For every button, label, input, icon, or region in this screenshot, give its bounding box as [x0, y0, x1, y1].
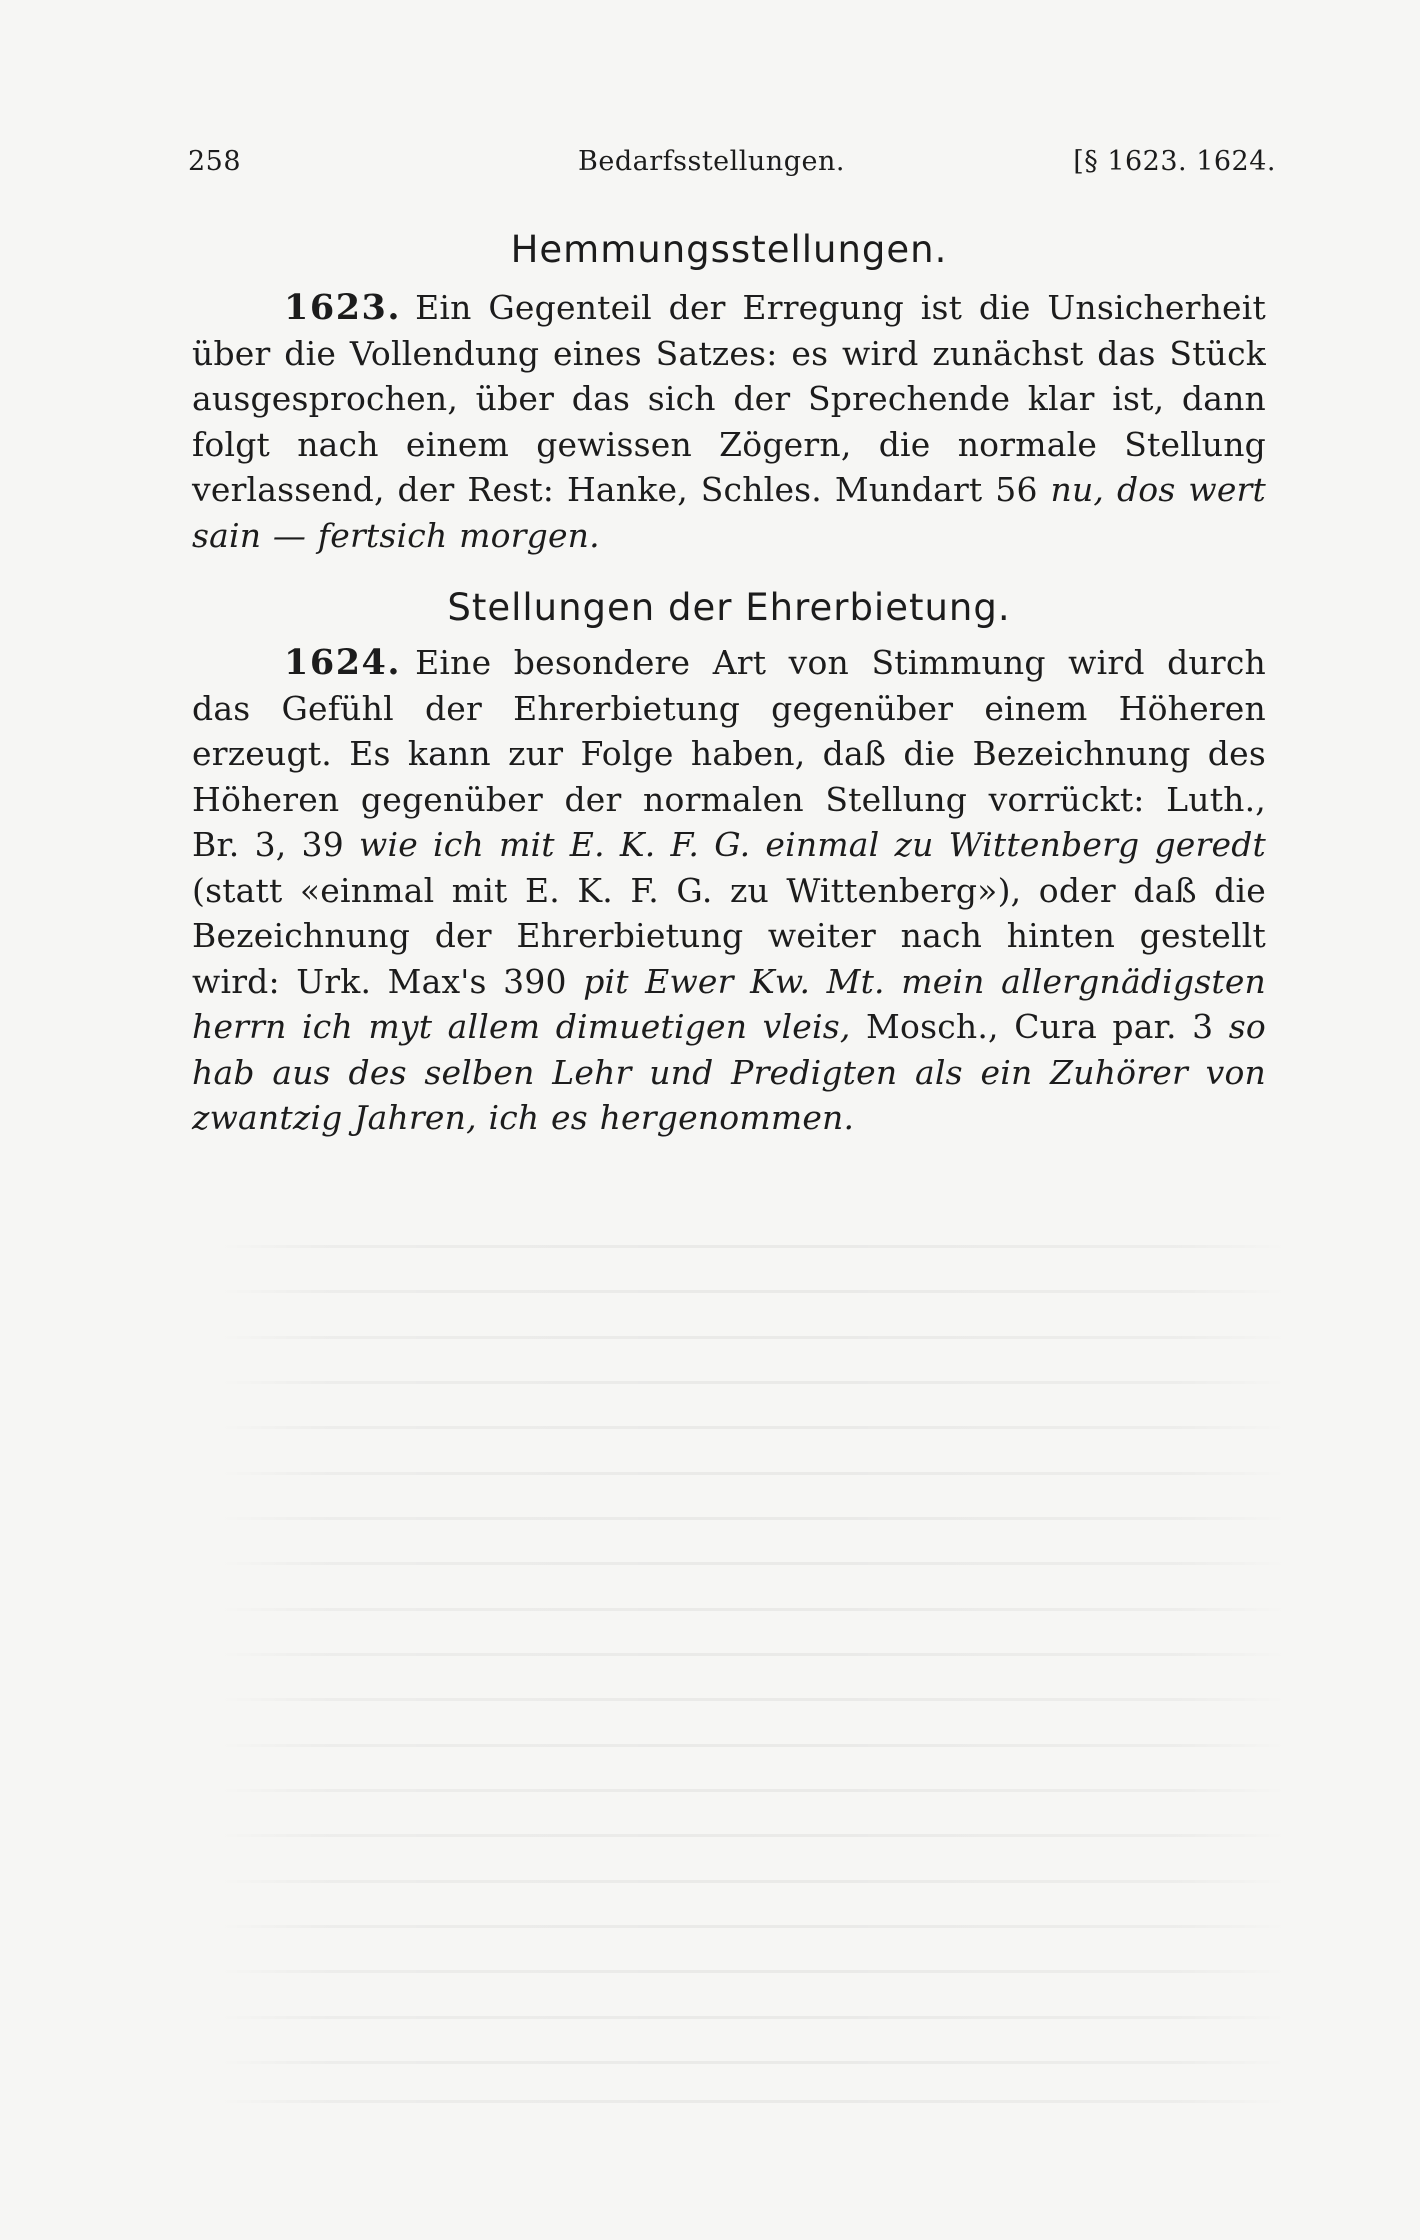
running-header [188, 146, 1276, 186]
paragraph-number: 1624. [284, 642, 402, 683]
text-segment: Mosch., Cura par. 3 [850, 1007, 1229, 1046]
page-body [192, 228, 1266, 1141]
running-title: Bedarfsstellungen. [578, 146, 845, 177]
text-segment: (statt «einmal mit E. K. F. G. zu Wittenberg»), oder daß die Bezeichnung der Ehrerbietung weiter nach hinten gestellt wird: Urk. Max's 390 [192, 870, 1266, 1001]
italic-quote: wie ich mit E. K. F. G. einmal zu Wittenberg geredt [359, 825, 1266, 864]
paragraph-number: 1623. [284, 287, 402, 328]
section-reference: [§ 1623. 1624. [1073, 146, 1276, 177]
text-segment: Ein Gegenteil der Erregung ist die Unsicherheit über die Vollendung eines Satzes: es wird zunächst das Stück ausgesprochen, über das sich der Sprechende klar ist, dann folgt nach einem gewissen Zögern, die normale Stellung verlassend, der Rest: Hanke, Schles. Mundart 56 [192, 288, 1266, 509]
italic-quote: nu, dos wert sain — fertsich morgen. [192, 470, 1266, 555]
paragraph-1623 [192, 285, 1266, 558]
text-segment: Eine besondere Art von Stimmung wird durch das Gefühl der Ehrerbietung gegenüber einem Höheren erzeugt. Es kann zur Folge haben, daß die Bezeichnung des Höheren gegenüber der normalen Stellung vorrückt: Luth., Br. 3, 39 [192, 643, 1266, 864]
section-heading-1624: Stellungen der Ehrerbietung. [447, 586, 1011, 629]
section-heading-1623: Hemmungsstellungen. [510, 228, 948, 271]
italic-quote: so hab aus des selben Lehr und Predigten als ein Zuhörer von zwantzig Jahren, ich es hergenommen. [192, 1007, 1266, 1137]
paragraph-1624 [192, 640, 1266, 1141]
page-number: 258 [188, 146, 242, 177]
italic-quote: pit Ewer Kw. Mt. mein allergnädigsten herrn ich myt allem dimuetigen vleis, [192, 961, 1267, 1046]
